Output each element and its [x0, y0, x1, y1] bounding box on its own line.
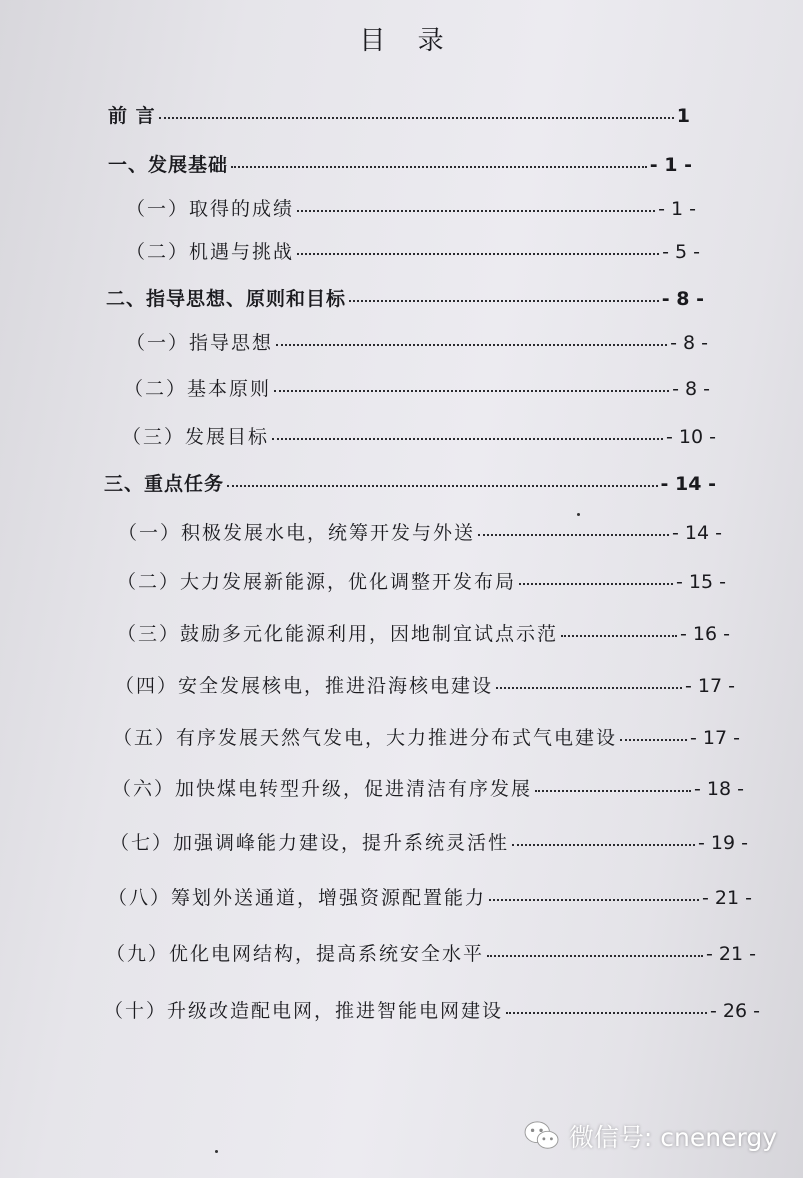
- toc-page-number: - 14 -: [660, 473, 716, 495]
- dot-leader: [272, 438, 663, 440]
- toc-label: （五）有序发展天然气发电，大力推进分布式气电建设: [113, 727, 618, 749]
- toc-entry-3-1[interactable]: [118, 518, 722, 545]
- toc-page-number: - 10 -: [666, 426, 716, 448]
- toc-label: （七）加强调峰能力建设，提升系统灵活性: [110, 832, 510, 854]
- toc-page-number: - 15 -: [676, 571, 726, 593]
- toc-label: 前 言: [108, 105, 156, 127]
- toc-label: （八）筹划外送通道，增强资源配置能力: [108, 887, 487, 909]
- dot-leader: [297, 210, 655, 212]
- toc-entry-1-2[interactable]: [126, 237, 700, 264]
- toc-entry-3-3[interactable]: [117, 619, 730, 646]
- toc-label: 三、重点任务: [104, 473, 225, 495]
- dot-leader: [159, 117, 674, 119]
- dot-leader: [496, 687, 682, 689]
- toc-page-number: - 17 -: [690, 727, 740, 749]
- wechat-icon: [523, 1120, 561, 1152]
- dot-leader: [620, 739, 687, 741]
- toc-page-number: - 26 -: [710, 1000, 760, 1022]
- toc-entry-section-3[interactable]: [104, 469, 716, 496]
- toc-entry-3-2[interactable]: [117, 567, 726, 594]
- dot-leader: [535, 790, 691, 792]
- toc-entry-2-2[interactable]: [124, 374, 710, 401]
- toc-label: （九）优化电网结构，提高系统安全水平: [106, 943, 485, 965]
- toc-entry-section-1[interactable]: [108, 150, 692, 177]
- toc-label: （一）取得的成绩: [126, 198, 295, 220]
- toc-page-number: - 17 -: [685, 675, 735, 697]
- dot-leader: [297, 253, 659, 255]
- toc-entry-3-8[interactable]: [108, 883, 752, 910]
- toc-label: （三）发展目标: [122, 426, 270, 448]
- toc-label: （二）机遇与挑战: [126, 241, 295, 263]
- toc-entry-2-1[interactable]: [126, 328, 708, 355]
- speck: [577, 513, 580, 516]
- toc-label: （三）鼓励多元化能源利用，因地制宜试点示范: [117, 623, 559, 645]
- dot-leader: [561, 635, 677, 637]
- toc-entry-preface[interactable]: [108, 101, 690, 128]
- toc-label: （四）安全发展核电，推进沿海核电建设: [115, 675, 494, 697]
- toc-entry-section-2[interactable]: [106, 284, 704, 311]
- dot-leader: [478, 534, 669, 536]
- watermark-text: 微信号: cnenergy: [568, 1123, 777, 1152]
- toc-page-number: - 1 -: [649, 154, 692, 176]
- toc-page-number: - 5 -: [662, 241, 700, 263]
- toc-page-number: - 1 -: [658, 198, 696, 220]
- toc-page-number: - 8 -: [672, 378, 710, 400]
- page-title: 目 录: [359, 26, 456, 56]
- dot-leader: [519, 583, 673, 585]
- toc-entry-3-6[interactable]: [112, 774, 744, 801]
- toc-entry-3-10[interactable]: [104, 996, 760, 1023]
- toc-entry-2-3[interactable]: [122, 422, 716, 449]
- toc-page-number: - 19 -: [698, 832, 748, 854]
- toc-entry-3-4[interactable]: [115, 671, 735, 698]
- toc-label: （二）大力发展新能源，优化调整开发布局: [117, 571, 517, 593]
- toc-label: 二、指导思想、原则和目标: [106, 288, 347, 310]
- toc-entry-3-5[interactable]: [113, 723, 740, 750]
- watermark: [523, 1118, 777, 1154]
- toc-page-number: - 18 -: [694, 778, 744, 800]
- toc-page-number: - 8 -: [670, 332, 708, 354]
- dot-leader: [231, 166, 647, 168]
- toc-page-number: - 8 -: [661, 288, 704, 310]
- toc-page-number: - 14 -: [672, 522, 722, 544]
- dot-leader: [487, 955, 703, 957]
- dot-leader: [489, 899, 699, 901]
- toc-entry-3-7[interactable]: [110, 828, 748, 855]
- toc-label: （一）积极发展水电，统筹开发与外送: [118, 522, 476, 544]
- toc-label: （十）升级改造配电网，推进智能电网建设: [104, 1000, 504, 1022]
- toc-label: 一、发展基础: [108, 154, 229, 176]
- toc-page-number: 1: [676, 105, 690, 127]
- toc-entry-3-9[interactable]: [106, 939, 756, 966]
- dot-leader: [276, 344, 667, 346]
- dot-leader: [512, 844, 695, 846]
- toc-label: （六）加快煤电转型升级，促进清洁有序发展: [112, 778, 533, 800]
- toc-entry-1-1[interactable]: [126, 194, 696, 221]
- speck: [215, 1150, 218, 1153]
- dot-leader: [274, 390, 669, 392]
- dot-leader: [349, 300, 659, 302]
- toc-page-number: - 21 -: [706, 943, 756, 965]
- toc-label: （一）指导思想: [126, 332, 274, 354]
- toc-label: （二）基本原则: [124, 378, 272, 400]
- dot-leader: [227, 485, 658, 487]
- toc-page-number: - 21 -: [702, 887, 752, 909]
- dot-leader: [506, 1012, 707, 1014]
- toc-page-number: - 16 -: [680, 623, 730, 645]
